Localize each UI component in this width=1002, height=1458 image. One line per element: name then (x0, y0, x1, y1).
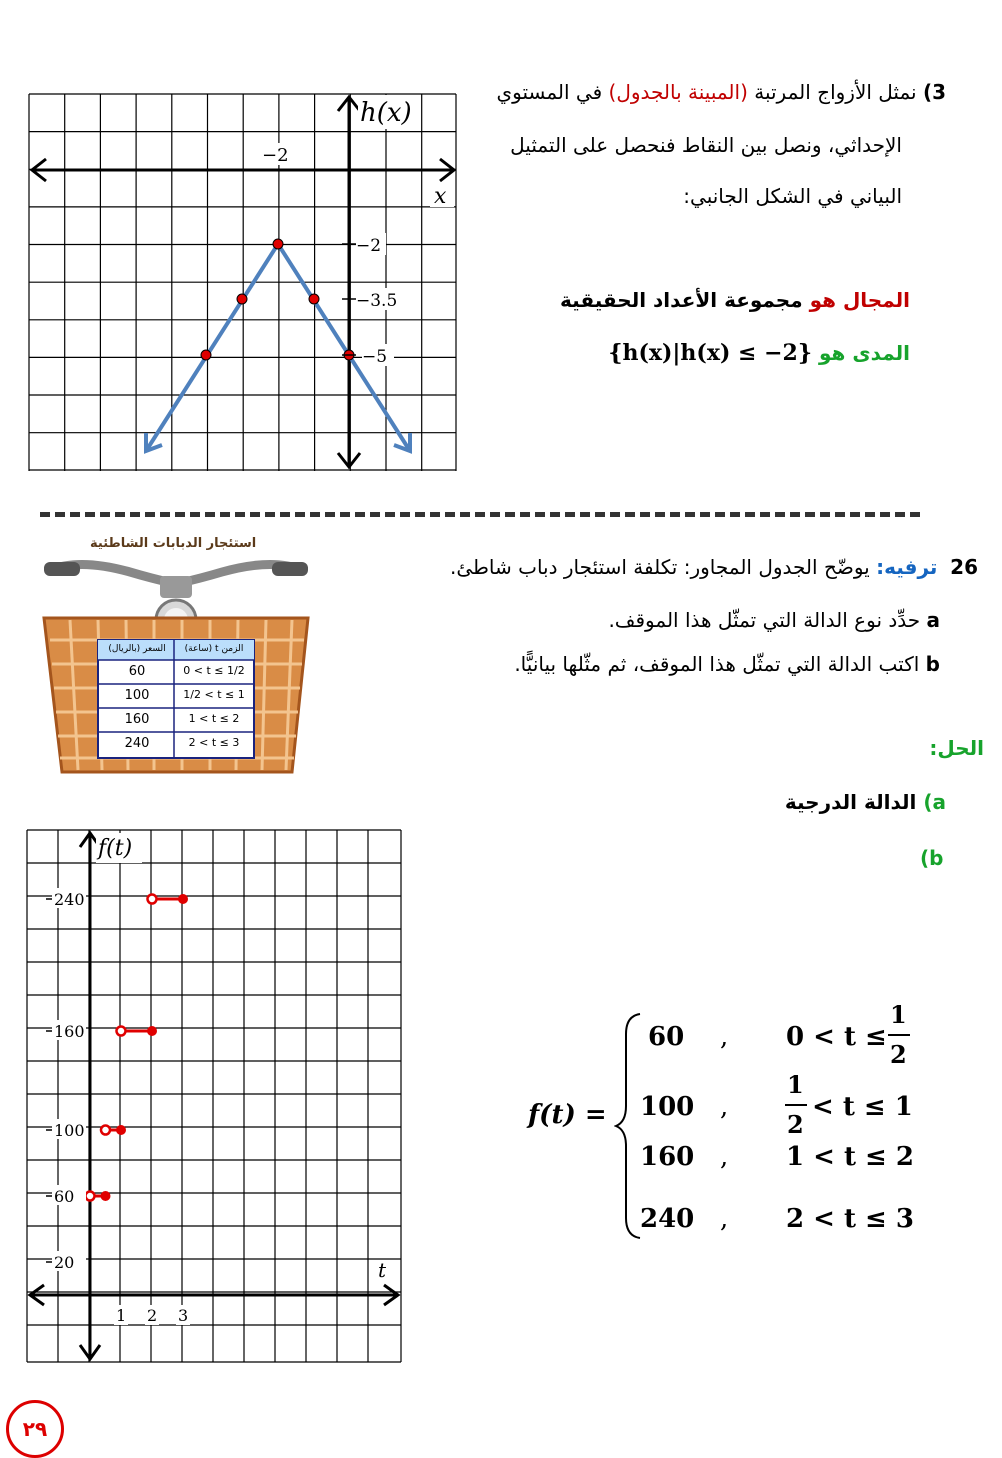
fraction-bar (888, 1034, 910, 1036)
closed-endpoint (101, 1191, 111, 1201)
open-endpoint (101, 1126, 110, 1135)
basket-title: استئجار الدبابات الشاطئية (90, 536, 257, 551)
table-cell-time: 1/2 < t ≤ 1 (183, 688, 245, 701)
closed-endpoint (178, 894, 188, 904)
table-cell-time: 0 < t ≤ 1/2 (183, 664, 245, 677)
piece-comma: , (720, 1142, 729, 1172)
section-divider (40, 512, 920, 517)
x-tick-label: 3 (178, 1306, 189, 1325)
point-vertex (273, 239, 283, 249)
piecewise-lhs: f(t) = (528, 1100, 607, 1130)
fraction-numerator: 1 (890, 1000, 907, 1029)
piece-condition: 1 < t ≤ 2 (786, 1142, 914, 1172)
step-series (86, 894, 189, 1201)
piece-value: 60 (648, 1022, 685, 1052)
table-cell-price: 60 (128, 664, 146, 679)
point (309, 294, 319, 304)
q3-number: 3) (922, 80, 946, 104)
y-tick-label: −2 (356, 236, 382, 256)
y-tick-label: 20 (54, 1253, 75, 1272)
range-statement: المدى هو {h(x)|h(x) ≤ −2} (608, 340, 910, 366)
piece-comma: , (720, 1204, 729, 1234)
fraction-numerator: 1 (787, 1070, 804, 1099)
open-endpoint (86, 1192, 95, 1201)
table-cell-price: 160 (124, 712, 150, 727)
graph-h (28, 93, 458, 473)
q3-line-1: 3) نمثل الأزواج المرتبة (المبينة بالجدول) في المستوي (496, 80, 946, 104)
q26-number: 26 (950, 555, 978, 579)
y-axis-label: f(t) (98, 836, 133, 861)
range-expression: {h(x)|h(x) ≤ −2} (608, 340, 812, 366)
table-cell-price: 100 (124, 688, 150, 703)
piece-comma: , (720, 1022, 729, 1052)
table-header-price: السعر (بالريال) (108, 644, 166, 654)
table-cell-time: 2 < t ≤ 3 (188, 736, 240, 749)
point (237, 294, 247, 304)
piece-value: 100 (640, 1092, 695, 1122)
piece-value: 240 (640, 1204, 695, 1234)
piece-condition: 2 < t ≤ 3 (786, 1204, 914, 1234)
solution-label: الحل: (929, 736, 984, 760)
y-axis-label: h(x) (360, 98, 412, 128)
open-endpoint (117, 1027, 126, 1036)
closed-endpoint (147, 1026, 157, 1036)
x-tick-label: 1 (116, 1306, 127, 1325)
fraction-bar (785, 1104, 807, 1106)
piece-condition: < t ≤ 1 (812, 1092, 913, 1122)
domain-statement: المجال هو مجموعة الأعداد الحقيقية (560, 288, 910, 312)
q26-title: ترفيه: (876, 555, 938, 579)
table-cell-time: 1 < t ≤ 2 (188, 712, 240, 725)
page-number: ٢٩ (6, 1400, 64, 1458)
table-header-time: الزمن t (ساعة) (184, 644, 244, 654)
q3-line-3: البياني في الشكل الجانبي: (683, 184, 902, 208)
y-tick-label: 100 (54, 1121, 85, 1140)
fraction-denominator: 2 (890, 1040, 907, 1069)
y-tick-label: 240 (54, 890, 85, 909)
solution-b: (b (920, 846, 944, 870)
q26-part-b: b اكتب الدالة التي تمثّل هذا الموقف، ثم مثّلها بيانيًّا. (514, 652, 940, 676)
solution-a: a) الدالة الدرجية (784, 790, 946, 814)
x-tick-label: 2 (147, 1306, 158, 1325)
q26-part-a: a حدِّد نوع الدالة التي تمثّل هذا الموقف. (608, 608, 940, 632)
q26-intro-line: 26 ترفيه: يوضّح الجدول المجاور: تكلفة استئجار دباب شاطئ. (449, 555, 978, 579)
open-endpoint (148, 895, 157, 904)
y-tick-label: −5 (362, 347, 388, 367)
x-axis-label: t (378, 1258, 387, 1282)
closed-endpoint (116, 1125, 126, 1135)
x-tick-label: −2 (262, 145, 289, 166)
piece-condition: 0 < t ≤ (786, 1022, 887, 1052)
fraction-denominator: 2 (787, 1110, 804, 1139)
y-tick-label: 160 (54, 1022, 85, 1041)
y-tick-label: −3.5 (356, 291, 398, 311)
point (201, 350, 211, 360)
piece-comma: , (720, 1092, 729, 1122)
y-tick-label: 60 (54, 1187, 75, 1206)
basket-illustration (40, 536, 312, 776)
table-cell-price: 240 (124, 736, 150, 751)
q3-line-2: الإحداثي، ونصل بين النقاط فنحصل على التمثيل (510, 133, 902, 157)
x-axis-label: x (434, 184, 447, 209)
graph-f (26, 829, 404, 1365)
piece-value: 160 (640, 1142, 695, 1172)
